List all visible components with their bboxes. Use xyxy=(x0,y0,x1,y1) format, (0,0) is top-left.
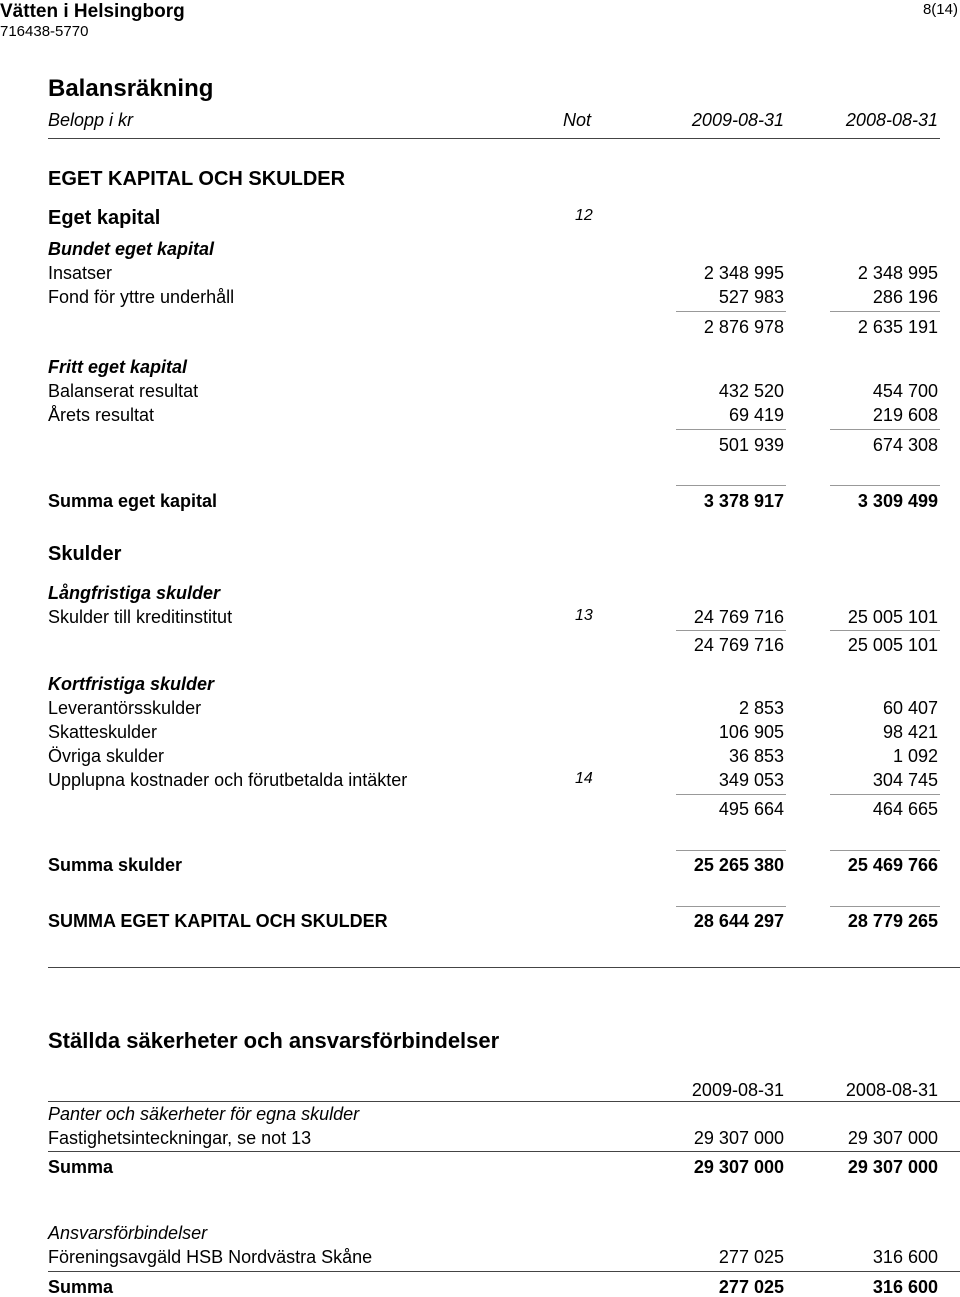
summa-eget-kapital-year2: 3 309 499 xyxy=(857,491,938,511)
row-value-year2: 316 600 xyxy=(872,1247,938,1267)
row-value-year2: 60 407 xyxy=(882,698,938,718)
subtotal-year1: 24 769 716 xyxy=(693,635,784,655)
subtotal-year1: 501 939 xyxy=(718,435,784,455)
sakerheter-year1: 2009-08-31 xyxy=(691,1080,784,1100)
row-label: Upplupna kostnader och förutbetalda intäkter xyxy=(48,770,408,790)
row-label: Insatser xyxy=(48,263,113,283)
row-value-year1: 2 853 xyxy=(738,698,784,718)
row-label: Fastighetsinteckningar, se not 13 xyxy=(48,1128,312,1148)
subtotal-line xyxy=(830,794,940,795)
subtotal-year2: 464 665 xyxy=(872,799,938,819)
row-label: Balanserat resultat xyxy=(48,381,199,401)
row-value-year2: 1 092 xyxy=(892,746,938,766)
total-line xyxy=(676,485,786,486)
row-value-year1: 106 905 xyxy=(718,722,784,742)
row-value-year1: 349 053 xyxy=(718,770,784,790)
row-value-year1: 527 983 xyxy=(718,287,784,307)
section-divider xyxy=(48,967,960,968)
subtotal-line xyxy=(676,794,786,795)
subtotal-year2: 674 308 xyxy=(872,435,938,455)
row-label: Årets resultat xyxy=(48,405,155,425)
grand-total-year1: 28 644 297 xyxy=(693,911,784,931)
row-value-year2: 286 196 xyxy=(872,287,938,307)
subtotal-year1: 2 876 978 xyxy=(703,317,784,337)
total-line xyxy=(830,850,940,851)
summa-skulder-label: Summa skulder xyxy=(48,855,183,875)
subtotal-year1: 495 664 xyxy=(718,799,784,819)
subtotal-line xyxy=(676,429,786,430)
summa-eget-kapital-year1: 3 378 917 xyxy=(703,491,784,511)
ansvar-summa-label: Summa xyxy=(48,1277,114,1297)
eget-kapital-heading: Eget kapital xyxy=(48,207,161,229)
row-label: Skulder till kreditinstitut xyxy=(48,607,233,627)
grand-total-label: SUMMA EGET KAPITAL OCH SKULDER xyxy=(48,911,388,931)
row-value-year1: 29 307 000 xyxy=(693,1128,784,1148)
row-value-year2: 25 005 101 xyxy=(847,607,938,627)
row-value-year2: 219 608 xyxy=(872,405,938,425)
row-value-year2: 98 421 xyxy=(882,722,938,742)
grand-total-year2: 28 779 265 xyxy=(847,911,938,931)
summa-skulder-year1: 25 265 380 xyxy=(693,855,784,875)
subtotal-year2: 2 635 191 xyxy=(857,317,938,337)
bundet-heading: Bundet eget kapital xyxy=(48,239,215,259)
panter-summa-label: Summa xyxy=(48,1157,114,1177)
row-value-year1: 277 025 xyxy=(718,1247,784,1267)
kortfristiga-heading: Kortfristiga skulder xyxy=(48,674,215,694)
total-line xyxy=(830,485,940,486)
total-line xyxy=(676,850,786,851)
eget-kapital-note: 12 xyxy=(575,207,593,224)
summa-skulder-year2: 25 469 766 xyxy=(847,855,938,875)
row-label: Föreningsavgäld HSB Nordvästra Skåne xyxy=(48,1247,373,1267)
panter-summa-year1: 29 307 000 xyxy=(693,1157,784,1177)
page-number: 8(14) xyxy=(922,1,958,18)
subtotal-line xyxy=(830,429,940,430)
organization-name: Vätten i Helsingborg xyxy=(0,1,185,22)
row-value-year1: 432 520 xyxy=(718,381,784,401)
row-value-year2: 2 348 995 xyxy=(857,263,938,283)
ansvar-summa-year1: 277 025 xyxy=(718,1277,784,1297)
page-title: Balansräkning xyxy=(48,75,214,102)
row-value-year2: 454 700 xyxy=(872,381,938,401)
column-label-note: Not xyxy=(563,110,592,130)
sakerheter-year2: 2008-08-31 xyxy=(845,1080,938,1100)
skulder-heading: Skulder xyxy=(48,543,122,565)
ansvar-heading: Ansvarsförbindelser xyxy=(48,1223,208,1243)
subtotal-line xyxy=(676,630,786,631)
subtotal-line xyxy=(676,311,786,312)
row-note: 13 xyxy=(575,607,593,624)
subtotal-year2: 25 005 101 xyxy=(847,635,938,655)
organization-number: 716438-5770 xyxy=(0,23,89,40)
fritt-heading: Fritt eget kapital xyxy=(48,357,188,377)
subtotal-line xyxy=(830,311,940,312)
row-value-year2: 304 745 xyxy=(872,770,938,790)
row-value-year1: 24 769 716 xyxy=(693,607,784,627)
column-label-year2: 2008-08-31 xyxy=(845,110,938,130)
total-line xyxy=(830,906,940,907)
section-heading: EGET KAPITAL OCH SKULDER xyxy=(48,168,346,190)
row-value-year1: 36 853 xyxy=(728,746,784,766)
row-note: 14 xyxy=(575,770,593,787)
row-label: Skatteskulder xyxy=(48,722,158,742)
subtotal-line xyxy=(830,630,940,631)
row-value-year1: 2 348 995 xyxy=(703,263,784,283)
row-label: Fond för yttre underhåll xyxy=(48,287,235,307)
row-label: Övriga skulder xyxy=(48,746,165,766)
header-divider xyxy=(48,138,940,139)
panter-summa-year2: 29 307 000 xyxy=(847,1157,938,1177)
row-divider xyxy=(48,1151,960,1152)
row-label: Leverantörsskulder xyxy=(48,698,202,718)
sakerheter-divider xyxy=(48,1101,960,1102)
row-value-year1: 69 419 xyxy=(728,405,784,425)
column-label-year1: 2009-08-31 xyxy=(691,110,784,130)
row-divider xyxy=(48,1271,960,1272)
ansvar-summa-year2: 316 600 xyxy=(872,1277,938,1297)
sakerheter-title: Ställda säkerheter och ansvarsförbindelser xyxy=(48,1028,500,1053)
total-line xyxy=(676,906,786,907)
column-label-amount: Belopp i kr xyxy=(48,110,134,130)
row-value-year2: 29 307 000 xyxy=(847,1128,938,1148)
panter-heading: Panter och säkerheter för egna skulder xyxy=(48,1104,360,1124)
summa-eget-kapital-label: Summa eget kapital xyxy=(48,491,218,511)
langfristiga-heading: Långfristiga skulder xyxy=(48,583,221,603)
